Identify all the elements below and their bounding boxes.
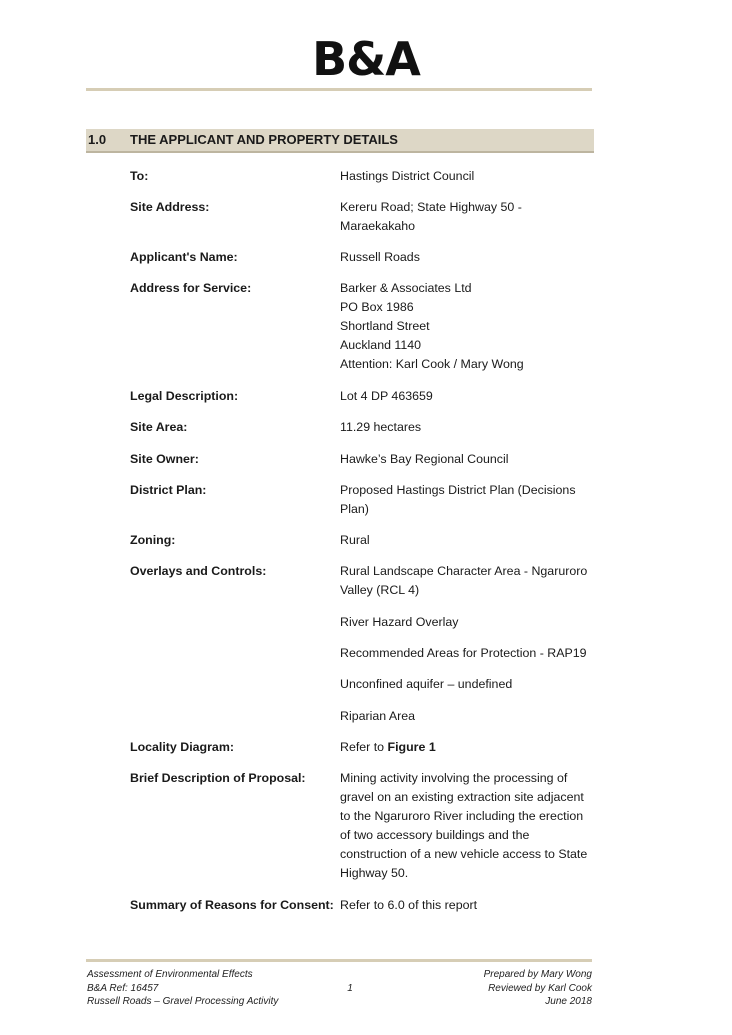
- footer-right: [400, 968, 592, 1009]
- to-label: To:: [130, 169, 149, 183]
- overlay-item-1-line2: Valley (RCL 4): [340, 583, 420, 597]
- locality-diagram-label: Locality Diagram:: [130, 740, 234, 754]
- locality-diagram-value: [340, 738, 592, 757]
- brief-description-line3: to the Ngaruroro River including the erection: [340, 809, 584, 823]
- site-address-line2: Maraekakaho: [340, 219, 416, 233]
- footer-date: June 2018: [545, 996, 592, 1007]
- address-line-1: Barker & Associates Ltd: [340, 281, 472, 295]
- site-address-line1: Kereru Road; State Highway 50 -: [340, 200, 522, 214]
- district-plan-line2: Plan): [340, 502, 369, 516]
- brief-description-line4: of two accessory buildings and the: [340, 828, 530, 842]
- overlay-item-1-line1: Rural Landscape Character Area - Ngaruroro: [340, 564, 588, 578]
- brief-description-line1: Mining activity involving the processing of: [340, 771, 568, 785]
- overlay-item-5: Riparian Area: [340, 709, 416, 723]
- footer-prepared-by: Prepared by Mary Wong: [483, 969, 592, 980]
- footer-divider: [86, 959, 592, 962]
- header-divider: [86, 88, 592, 91]
- address-line-5: Attention: Karl Cook / Mary Wong: [340, 357, 524, 371]
- address-line-2: PO Box 1986: [340, 300, 414, 314]
- address-line-3: Shortland Street: [340, 319, 430, 333]
- overlays-label: Overlays and Controls:: [130, 564, 267, 578]
- footer-reference: B&A Ref: 16457: [87, 982, 159, 994]
- zoning-value: Rural: [340, 533, 370, 547]
- brief-description-label: Brief Description of Proposal:: [130, 771, 306, 785]
- footer-reviewed-by: Reviewed by Karl Cook: [488, 982, 592, 994]
- reasons-for-consent-value: Refer to 6.0 of this report: [340, 898, 478, 912]
- site-owner-value: Hawke’s Bay Regional Council: [340, 452, 509, 466]
- brief-description-line6: Highway 50.: [340, 866, 409, 880]
- section-heading: [86, 129, 594, 153]
- section-title: THE APPLICANT AND PROPERTY DETAILS: [130, 132, 398, 147]
- footer-document-title: Assessment of Environmental Effects: [87, 969, 253, 980]
- footer-left: [87, 968, 337, 1009]
- reasons-for-consent-label: Summary of Reasons for Consent:: [130, 898, 334, 912]
- site-area-label: Site Area:: [130, 420, 188, 434]
- brief-description-line2: gravel on an existing extraction site adjacent: [340, 790, 584, 804]
- locality-diagram-prefix: Refer to: [340, 740, 388, 754]
- legal-description-value: Lot 4 DP 463659: [340, 389, 433, 403]
- address-for-service-label: Address for Service:: [130, 281, 252, 295]
- overlay-item-4: Unconfined aquifer – undefined: [340, 677, 513, 691]
- footer-project: Russell Roads – Gravel Processing Activity: [87, 996, 279, 1007]
- address-line-4: Auckland 1140: [340, 338, 422, 352]
- applicant-name-label: Applicant's Name:: [130, 250, 238, 264]
- district-plan-label: District Plan:: [130, 483, 207, 497]
- overlay-item-3: Recommended Areas for Protection - RAP19: [340, 646, 587, 660]
- site-owner-label: Site Owner:: [130, 452, 199, 466]
- district-plan-line1: Proposed Hastings District Plan (Decisions: [340, 483, 576, 497]
- site-area-value: 11.29 hectares: [340, 420, 422, 434]
- overlay-item-2: River Hazard Overlay: [340, 615, 459, 629]
- site-address-label: Site Address:: [130, 200, 210, 214]
- company-logo: B&A: [312, 32, 420, 86]
- section-number: 1.0: [88, 132, 107, 147]
- zoning-label: Zoning:: [130, 533, 176, 547]
- figure-reference: Figure 1: [387, 740, 436, 754]
- legal-description-label: Legal Description:: [130, 389, 239, 403]
- brief-description-line5: construction of a new vehicle access to State: [340, 847, 588, 861]
- to-value: Hastings District Council: [340, 169, 475, 183]
- page-number: 1: [347, 983, 353, 994]
- applicant-name-value: Russell Roads: [340, 250, 420, 264]
